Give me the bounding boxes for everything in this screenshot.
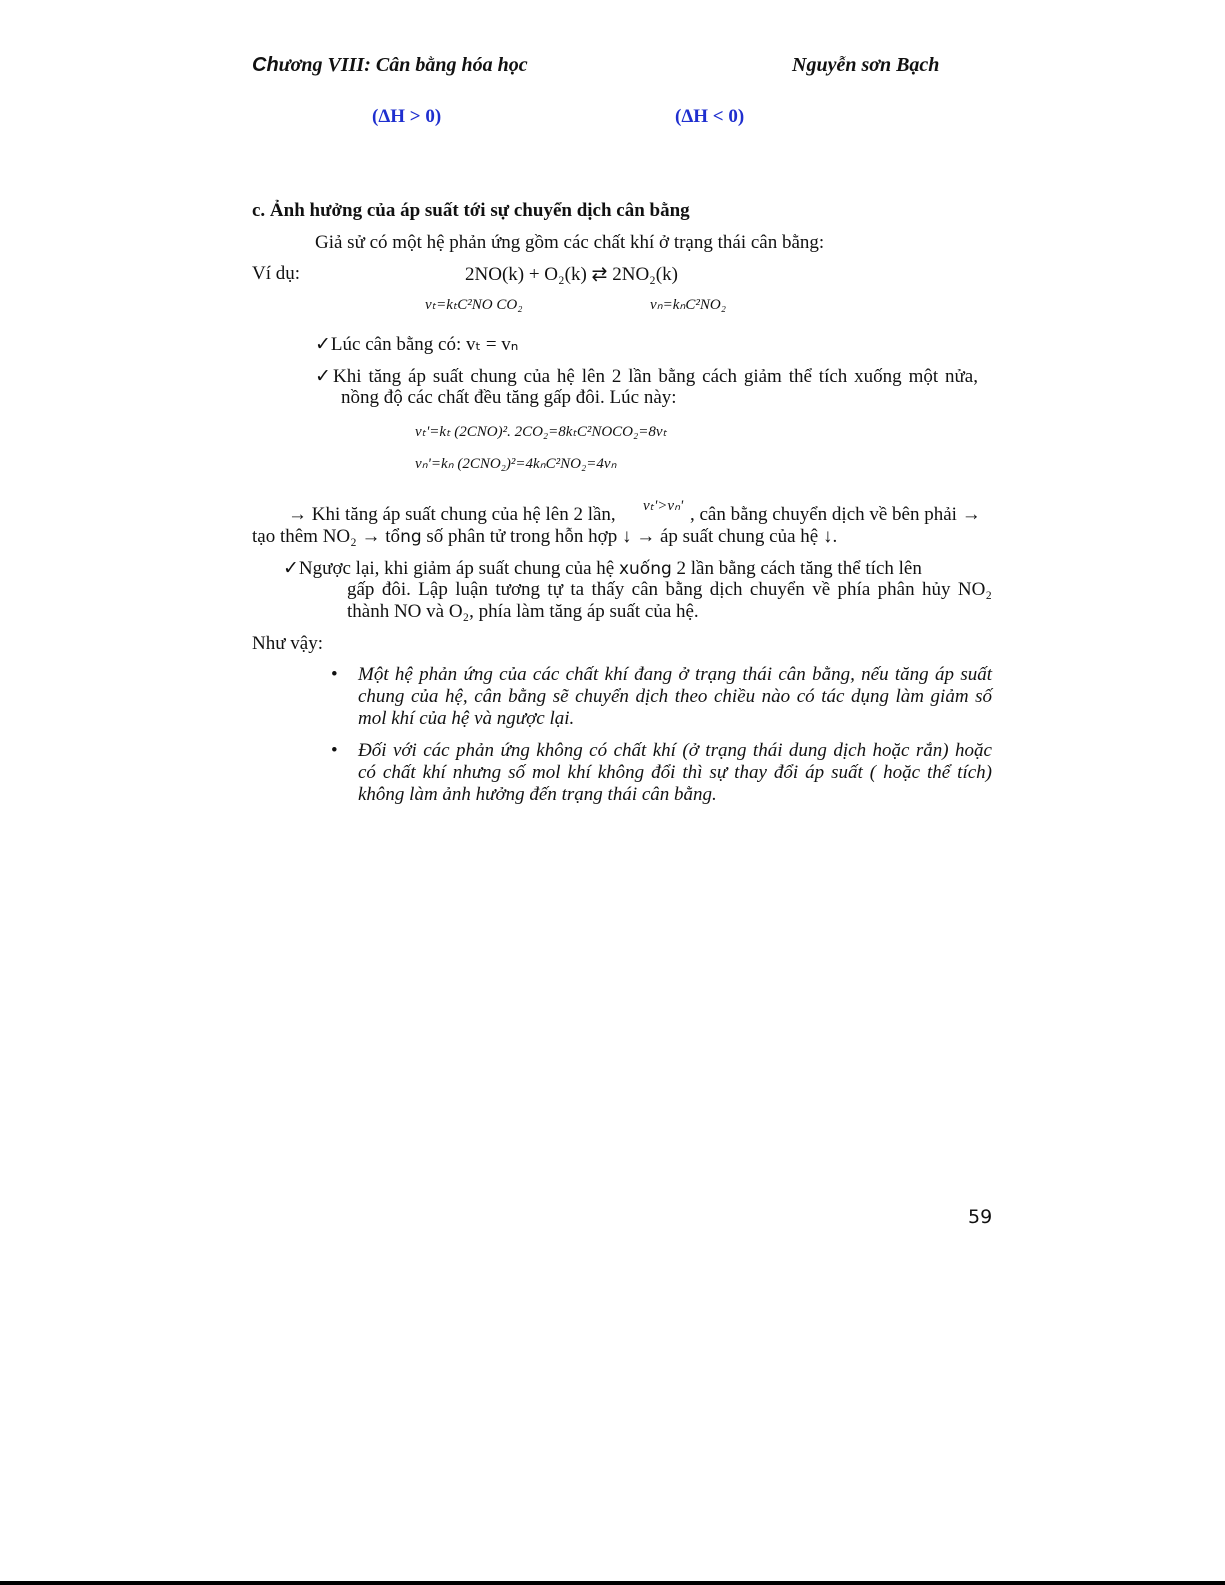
reaction-equation: 2NO(k) + O₂(k) ⇄ 2NO₂(k): [465, 264, 678, 285]
pressure-decrease-line1-end: 2 lần bằng cách tăng thể tích lên: [671, 558, 922, 579]
rate-comparison: vₜ'>vₙ': [643, 498, 684, 514]
section-title: c. Ảnh hưởng của áp suất tới sự chuyển dịch cân bằng: [252, 200, 690, 221]
chapter-title-prefix: Ch: [252, 54, 279, 76]
arrow-line2-start: tạo thêm NO₂ → tổ: [252, 526, 401, 547]
arrow-line1-start: → Khi tăng áp suất chung của hệ lên 2 lần,: [288, 504, 616, 525]
equilibrium-condition: ✓Lúc cân bằng có: vₜ = vₙ: [315, 334, 519, 355]
bottom-rule: [0, 1581, 1225, 1585]
pressure-decrease-line3: thành NO và O₂, phía làm tăng áp suất của hệ.: [347, 601, 699, 622]
bullet-marker-2: •: [331, 740, 338, 761]
rate-forward: vₜ=kₜC²NO CO₂: [425, 297, 523, 313]
bullet-2-line3: không làm ảnh hưởng đến trạng thái cân bằng.: [358, 784, 717, 805]
bullet-marker-1: •: [331, 664, 338, 685]
arrow-line2-end: số phân tử trong hỗn hợp ↓ → áp suất chung của hệ ↓.: [421, 526, 838, 547]
bullet-1-line3: mol khí của hệ và ngược lại.: [358, 708, 575, 729]
example-label: Ví dụ:: [252, 263, 301, 284]
bullet-1-line1: Một hệ phản ứng của các chất khí đang ở trạng thái cân bằng, nếu tăng áp suất: [358, 664, 992, 685]
rate-forward-new: vₜ'=kₜ (2CNO)². 2CO₂=8kₜC²NOCO₂=8vₜ: [415, 424, 667, 440]
arrow-line2: [252, 526, 837, 548]
bullet-1-line2: chung của hệ, cân bằng sẽ chuyển dịch theo chiều nào có tác dụng làm giảm số: [358, 686, 992, 707]
pressure-decrease-line1: [283, 557, 922, 580]
conclusion-label: Như vậy:: [252, 633, 323, 654]
author-name: Nguyễn sơn Bạch: [792, 54, 940, 76]
pressure-decrease-line2: gấp đôi. Lập luận tương tự ta thấy cân bằng dịch chuyển về phía phân hủy NO₂: [347, 579, 992, 600]
bullet-2-line1: Đối với các phản ứng không có chất khí (ở trạng thái dung dịch hoặc rắn) hoặc: [358, 740, 992, 761]
delta-h-positive: (ΔH > 0): [372, 106, 442, 127]
chapter-title-rest: ương VIII: Cân bằng hóa học: [278, 54, 528, 76]
page-number: 59: [968, 1206, 993, 1228]
pressure-increase-line1: ✓Khi tăng áp suất chung của hệ lên 2 lần bằng cách giảm thể tích xuống một nửa,: [315, 366, 978, 387]
arrow-line1-end: , cân bằng chuyển dịch về bên phải →: [690, 504, 981, 525]
arrow-line2-sans: ng: [400, 527, 422, 547]
rate-reverse-new: vₙ'=kₙ (2CNO₂)²=4kₙC²NO₂=4vₙ: [415, 456, 617, 472]
bullet-2-line2: có chất khí nhưng số mol khí không đổi thì sự thay đổi áp suất ( hoặc thể tích): [358, 762, 992, 783]
chapter-title: [252, 54, 528, 77]
pressure-decrease-line1-sans: xuống: [618, 559, 672, 579]
pressure-decrease-line1-start: ✓Ngược lại, khi giảm áp suất chung của hệ: [283, 558, 619, 579]
section-intro: Giả sử có một hệ phản ứng gồm các chất khí ở trạng thái cân bằng:: [315, 232, 825, 253]
pressure-increase-line2: nồng độ các chất đều tăng gấp đôi. Lúc này:: [341, 387, 677, 408]
delta-h-negative: (ΔH < 0): [675, 106, 745, 127]
rate-reverse: vₙ=kₙC²NO₂: [650, 297, 726, 313]
